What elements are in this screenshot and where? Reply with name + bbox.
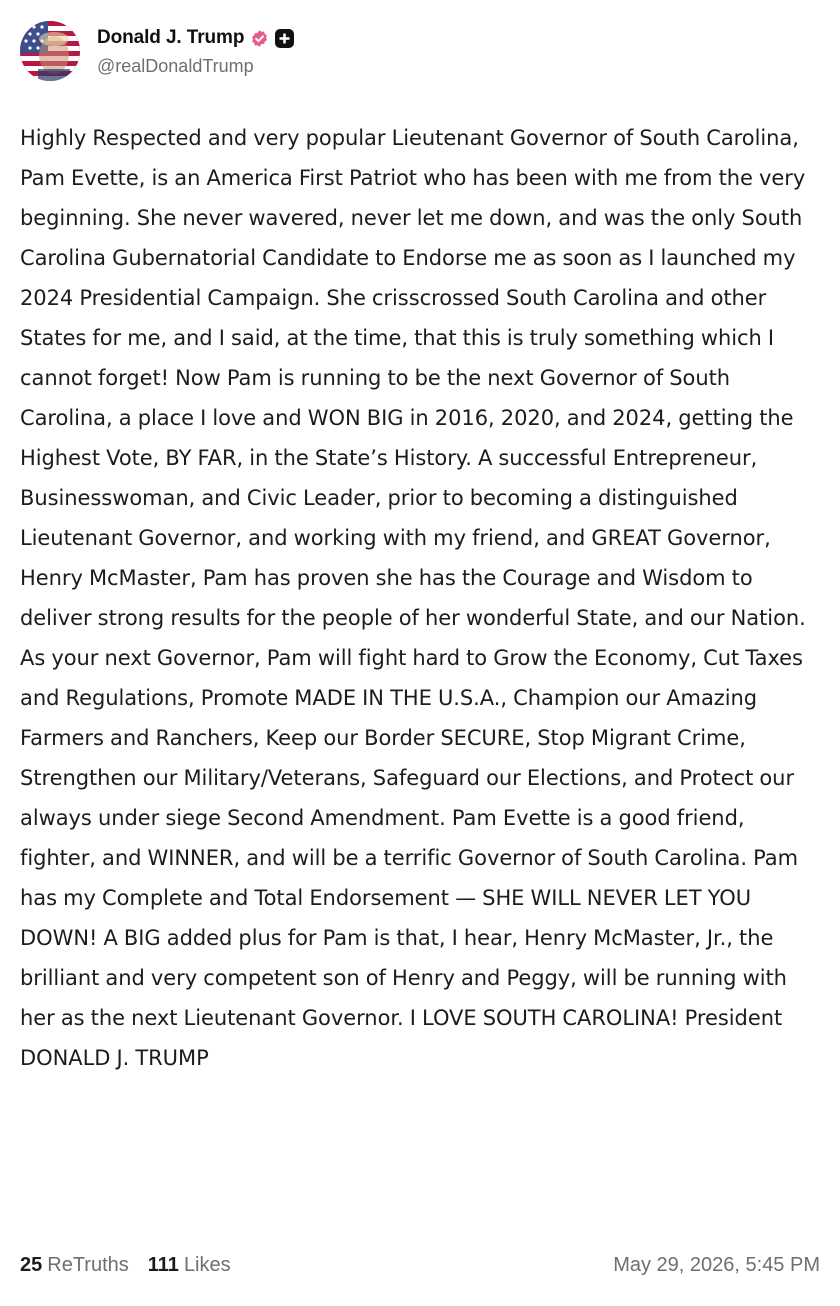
likes-count: 111	[147, 1253, 179, 1276]
author-display-name[interactable]: Donald J. Trump	[97, 27, 245, 48]
retruths-stat[interactable]	[20, 1254, 129, 1277]
avatar-flag-icon	[20, 21, 80, 81]
post-body-text: Highly Respected and very popular Lieutenant Governor of South Carolina, Pam Evette, is an America First Patriot who has been with me from the very beginning. She never wavered, never let me down, and was the only South Carolina Gubernatorial Candidate to Endorse me as soon as I launched my 2024 Presidential Campaign. She crisscrossed South Carolina and other States for me, and I said, at the time, that this is truly something which I cannot forget! Now Pam is running to be the next Governor of South Carolina, a place I love and WON BIG in 2016, 2020, and 2024, getting the Highest Vote, BY FAR, in the State’s History. A successful Entrepreneur, Businesswoman, and Civic Leader, prior to becoming a distinguished Lieutenant Governor, and working with my friend, and GREAT Governor, Henry McMaster, Pam has proven she has the Courage and Wisdom to deliver strong results for the people of her wonderful State, and our Nation. As your next Governor, Pam will fight hard to Grow the Economy, Cut Taxes and Regulations, Promote MADE IN THE U.S.A., Champion our Amazing Farmers and Ranchers, Keep our Border SECURE, Stop Migrant Crime, Strengthen our Military/Veterans, Safeguard our Elections, and Protect our always under siege Second Amendment. Pam Evette is a good friend, fighter, and WINNER, and will be a terrific Governor of South Carolina. Pam has my Complete and Total Endorsement — SHE WILL NEVER LET YOU DOWN! A BIG added plus for Pam is that, I hear, Henry McMaster, Jr., the brilliant and very competent son of Henry and Peggy, will be running with her as the next Lieutenant Governor. I LOVE SOUTH CAROLINA! President DONALD J. TRUMP	[20, 126, 806, 1070]
plus-badge-icon	[275, 29, 294, 48]
post-footer	[20, 1247, 820, 1283]
verified-badge-icon	[250, 29, 269, 48]
post-header	[20, 20, 294, 82]
retruths-count: 25	[20, 1253, 43, 1276]
likes-label: Likes	[183, 1253, 231, 1276]
likes-stat[interactable]	[148, 1254, 231, 1277]
name-row	[97, 25, 294, 51]
post-timestamp[interactable]: May 29, 2026, 5:45 PM	[613, 1253, 820, 1276]
retruths-label: ReTruths	[47, 1253, 129, 1276]
author-identity	[97, 25, 294, 77]
avatar[interactable]	[20, 21, 80, 81]
author-handle[interactable]: @realDonaldTrump	[97, 56, 254, 76]
